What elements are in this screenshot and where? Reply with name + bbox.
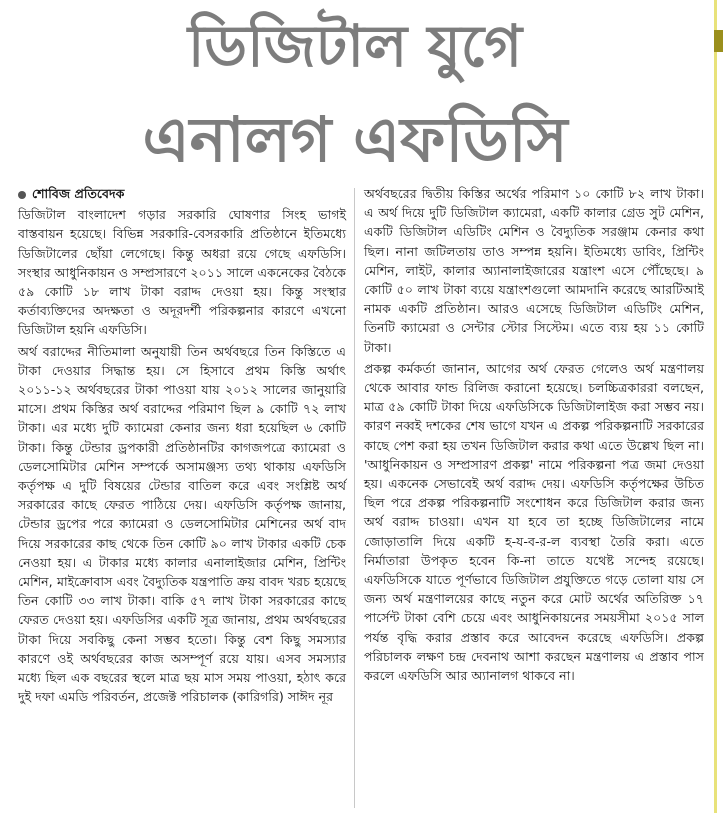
column-divider bbox=[354, 188, 355, 808]
paragraph: প্রকল্প কর্মকর্তা জানান, আগের অর্থ ফেরত গেলেও অর্থ মন্ত্রণালয় থেকে আবার ফান্ড রিলিজ করানো হয়েছে। চলচ্চিত্রকাররা বলছেন, মাত্র ৫৯ কোটি টাকা দিয়ে এফডিসিকে ডিজিটালাইজ করা সম্ভব নয়। কারণ নব্বই দশকের শেষ ভাগে যখন এ প্রকল্প পরিকল্পনাটি সরকারের কাছে পেশ করা হয় তখন ডিজিটাল করার কথা এতে উল্লেখ ছিল না। 'আধুনিকায়ন ও সম্প্রসারণ প্রকল্প' নামে পরিকল্পনা পত্র জমা দেওয়া হয়। একনেক সেভাবেই অর্থ বরাদ্দ দেয়। এফডিসি কর্তৃপক্ষের উচিত ছিল পরে প্রকল্প পরিকল্পনাটি সংশোধন করে ডিজিটাল করার জন্য অর্থ বরাদ্দ চাওয়া। এখন যা হবে তা হচ্ছে ডিজিটালের নামে জোড়াতালি দিয়ে একটি হ-য-ব-র-ল ব্যবস্থা তৈরি করা। এতে নির্মাতারা উপকৃত হবেন কি-না তাতে যথেষ্ট সন্দেহ রয়েছে। এফডিসিকে যাতে পূর্ণভাবে ডিজিটাল প্রযুক্তিতে গড়ে তোলা যায় সে জন্য অর্থ মন্ত্রণালয়ের কাছে নতুন করে মোট অর্থের অতিরিক্ত ১৭ পার্সেন্ট টাকা বেশি চেয়ে এবং আধুনিকায়নের সময়সীমা ২০১৫ সাল পর্যন্ত বৃদ্ধি করার প্রস্তাব করে আবেদন করেছে এফডিসি। প্রকল্প পরিচালক লক্ষণ চন্দ্র দেবনাথ আশা করছেন মন্ত্রণালয় এ প্রস্তাব পাস করলে এফডিসি আর অ্যানালগ থাকবে না। bbox=[364, 360, 704, 684]
edge-bar bbox=[714, 0, 717, 813]
bullet-icon bbox=[18, 191, 26, 199]
headline bbox=[0, 0, 710, 186]
page-edge-rule bbox=[708, 0, 723, 813]
headline-line-1: ডিজিটাল যুগে bbox=[187, 12, 523, 80]
byline-text: শোবিজ প্রতিবেদক bbox=[32, 186, 125, 201]
headline-line-2: এনালগ এফডিসি bbox=[142, 103, 568, 176]
paragraph: অর্থবছরের দ্বিতীয় কিস্তির অর্থের পরিমাণ ১০ কোটি ৮২ লাখ টাকা। এ অর্থ দিয়ে দুটি ডিজিটাল ক্যামেরা, একটি কালার গ্রেড সুট মেশিন, একটি ডিজিটাল এডিটিং মেশিন ও বৈদ্যুতিক সরঞ্জাম কেনার কথা ছিল। নানা জটিলতায় তাও সম্পন্ন হয়নি। ইতিমধ্যে ডাবিং, প্রিন্টিং মেশিন, লাইট, কালার অ্যানালাইজারের যন্ত্রাংশ এসে পৌঁছেছে। ৯ কোটি ৫০ লাখ টাকা ব্যয়ে যন্ত্রাংশগুলো আমদানি করেছে আরটিআই নামক একটি প্রতিষ্ঠান। আরও এসেছে ডিজিটাল এডিটিং মেশিন, তিনটি ক্যামেরা ও সেন্টার স্টোর সিস্টেম। এতে ব্যয় হয় ১১ কোটি টাকা। bbox=[364, 186, 704, 355]
paragraph: অর্থ বরাদ্দের নীতিমালা অনুযায়ী তিন অর্থবছরে তিন কিস্তিতে এ টাকা দেওয়ার সিদ্ধান্ত হয়। সে হিসাবে প্রথম কিস্তি অর্থাৎ ২০১১-১২ অর্থবছরের টাকা পাওয়া যায় ২০১২ সালের জানুয়ারি মাসে। প্রথম কিস্তির অর্থ বরাদ্দের পরিমাণ ছিল ৯ কোটি ৭২ লাখ টাকা। এর মধ্যে দুটি ক্যামেরা কেনার জন্য ধরা হয়েছিল ৬ কোটি টাকা। কিন্তু টেন্ডার ড্রপকারী প্রতিষ্ঠানটির কাগজপত্রে ক্যামেরা ও ডেলসোমিটার মেশিন সম্পর্কে অসামঞ্জস্য তথ্য থাকায় এফডিসি কর্তৃপক্ষ এ দুটি বিষয়ের টেন্ডার বাতিল করে এবং সংশ্লিষ্ট অর্থ সরকারের কাছে ফেরত পাঠিয়ে দেয়। এফডিসি কর্তৃপক্ষ জানায়, টেন্ডার ড্রপের পরে ক্যামেরা ও ডেলসোমিটার মেশিনের অর্থ বাদ দিয়ে সরকারের কাছ থেকে তিন কোটি ৯০ লাখ টাকার একটি চেক নেওয়া হয়। এ টাকার মধ্যে কালার এনালাইজার মেশিন, প্রিন্টিং মেশিন, মাইক্রোবাস এবং বৈদ্যুতিক যন্ত্রপাতি ক্রয় বাবদ খরচ হয়েছে তিন কোটি ৩৩ লাখ টাকা। বাকি ৫৭ লাখ টাকা সরকারের কাছে ফেরত দেওয়া হয়। এফডিসির একটি সূত্র জানায়, প্রথম অর্থবছরের টাকা দিয়ে সবকিছু কেনা সম্ভব হতো। কিন্তু বেশ কিছু সমস্যার কারণে ওই অর্থবছরের কাজ অসম্পূর্ণ রয়ে যায়। এসব সমস্যার মধ্যে ছিল এক বছরের স্থলে মাত্র ছয় মাস সময় পাওয়া, হঠাৎ করে দুই দফা এমডি পরিবর্তন, প্রজেক্ট পরিচালক (কারিগরি) সাঈদ নূর bbox=[18, 343, 346, 705]
article-column-left bbox=[18, 184, 346, 708]
article-column-right bbox=[364, 184, 704, 687]
byline bbox=[18, 184, 346, 203]
paragraph: ডিজিটাল বাংলাদেশ গড়ার সরকারি ঘোষণার সিংহ ভাগই বাস্তবায়ন হয়েছে। বিভিন্ন সরকারি-বেসরকারি প্রতিষ্ঠানে ইতিমধ্যে ডিজিটালের ছোঁয়া লেগেছে। কিন্তু অধরা রয়ে গেছে এফডিসি। সংস্থার আধুনিকায়ন ও সম্প্রসারণে ২০১১ সালে একনেকের বৈঠকে ৫৯ কোটি ১৮ লাখ টাকা বরাদ্দ দেওয়া হয়। কিন্তু সংস্থার কর্তাব্যক্তিদের অদক্ষতা ও অদূরদর্শী পরিকল্পনার কারণে এখনো ডিজিটাল হয়নি এফডিসি। bbox=[18, 207, 346, 338]
edge-tab bbox=[714, 30, 723, 52]
